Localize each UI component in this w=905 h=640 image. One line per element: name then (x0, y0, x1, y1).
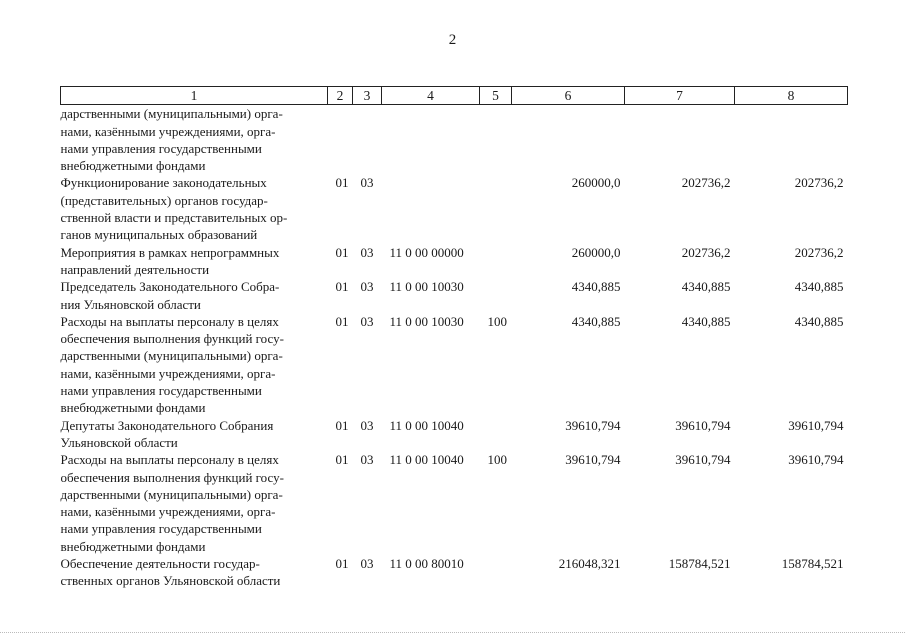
amount-col-6: 4340,885 (571, 279, 621, 295)
table-body (61, 105, 848, 590)
row-name-line: нами, казёнными учреждениями, орга- (60, 123, 276, 139)
table-header-row (61, 87, 848, 105)
expense-type-code (480, 555, 512, 590)
amount-col-8: 4340,885 (794, 313, 844, 329)
row-name-line: обеспечения выполнения функций госу- (60, 331, 284, 347)
row-name (61, 244, 328, 279)
target-article-code: 11 0 00 00000 (389, 244, 464, 260)
row-name (61, 105, 328, 175)
row-name-line: нами управления государственными (60, 140, 262, 156)
amount-col-8: 158784,521 (781, 556, 844, 572)
target-article-code: 11 0 00 10030 (389, 279, 464, 295)
section-code: 01 (335, 244, 349, 260)
row-name-line: внебюджетными фондами (60, 158, 206, 174)
header-col-6: 6 (512, 87, 625, 105)
amount-col-8: 39610,794 (788, 417, 844, 433)
amount-col-7: 202736,2 (681, 175, 731, 191)
amount-col-7 (625, 105, 735, 175)
row-name-line: Расходы на выплаты персоналу в целях (60, 452, 279, 468)
expense-type-code (480, 174, 512, 243)
amount-col-8: 4340,885 (794, 279, 844, 295)
amount-col-8: 39610,794 (788, 452, 844, 468)
subsection-code (353, 105, 382, 175)
row-name-line: дарственными (муниципальными) орга- (60, 348, 283, 364)
row-name-line: дарственными (муниципальными) орга- (60, 106, 283, 122)
table-row (61, 105, 848, 175)
amount-col-6: 260000,0 (571, 244, 621, 260)
header-col-5: 5 (480, 87, 512, 105)
row-name-line: Ульяновской области (60, 434, 178, 450)
section-code (328, 105, 353, 175)
section-code: 01 (335, 556, 349, 572)
amount-col-6: 39610,794 (565, 452, 621, 468)
header-col-3: 3 (353, 87, 382, 105)
row-name (61, 451, 328, 555)
row-name-line: ственной власти и представительных ор- (60, 210, 288, 226)
amount-col-6: 39610,794 (565, 417, 621, 433)
expense-type-code (480, 278, 512, 313)
header-col-2: 2 (328, 87, 353, 105)
row-name-line: ственных органов Ульяновской области (60, 573, 281, 589)
row-name-line: нами управления государственными (60, 521, 262, 537)
row-name (61, 417, 328, 452)
amount-col-6: 260000,0 (571, 175, 621, 191)
row-name (61, 174, 328, 243)
row-name-line: направлений деятельности (60, 261, 210, 277)
row-name-line: внебюджетными фондами (60, 400, 206, 416)
table-row (61, 174, 848, 243)
row-name-line: Функционирование законодательных (60, 175, 267, 191)
section-code: 01 (335, 452, 349, 468)
amount-col-8 (735, 105, 848, 175)
subsection-code: 03 (360, 417, 374, 433)
section-code: 01 (335, 417, 349, 433)
row-name (61, 313, 328, 417)
table-row (61, 278, 848, 313)
subsection-code: 03 (360, 244, 374, 260)
expense-type-code: 100 (487, 313, 507, 329)
amount-col-7: 39610,794 (675, 452, 731, 468)
subsection-code: 03 (360, 556, 374, 572)
amount-col-7: 39610,794 (675, 417, 731, 433)
row-name-line: Мероприятия в рамках непрограммных (60, 244, 280, 260)
expense-type-code (480, 244, 512, 279)
row-name-line: Расходы на выплаты персоналу в целях (60, 313, 279, 329)
header-col-1: 1 (61, 87, 328, 105)
amount-col-8: 202736,2 (794, 175, 844, 191)
table-row (61, 555, 848, 590)
amount-col-7: 4340,885 (681, 313, 731, 329)
row-name (61, 555, 328, 590)
amount-col-6: 216048,321 (558, 556, 621, 572)
row-name (61, 278, 328, 313)
row-name-line: Депутаты Законодательного Собрания (60, 417, 274, 433)
subsection-code: 03 (360, 313, 374, 329)
row-name-line: обеспечения выполнения функций госу- (60, 469, 284, 485)
table-row (61, 313, 848, 417)
amount-col-7: 158784,521 (668, 556, 731, 572)
target-article-code (382, 105, 480, 175)
section-code: 01 (335, 175, 349, 191)
row-name-line: Обеспечение деятельности государ- (60, 556, 260, 572)
target-article-code (382, 174, 480, 243)
page-number: 2 (448, 32, 457, 48)
scan-edge-line (0, 632, 905, 634)
budget-table (60, 86, 848, 590)
row-name-line: внебюджетными фондами (60, 538, 206, 554)
amount-col-7: 4340,885 (681, 279, 731, 295)
table-row (61, 417, 848, 452)
header-col-8: 8 (735, 87, 848, 105)
target-article-code: 11 0 00 10040 (389, 417, 464, 433)
row-name-line: (представительных) органов государ- (60, 192, 268, 208)
row-name-line: нами, казёнными учреждениями, орга- (60, 365, 276, 381)
amount-col-8: 202736,2 (794, 244, 844, 260)
row-name-line: нами, казёнными учреждениями, орга- (60, 504, 276, 520)
row-name-line: ния Ульяновской области (60, 296, 201, 312)
amount-col-7: 202736,2 (681, 244, 731, 260)
section-code: 01 (335, 279, 349, 295)
row-name-line: нами управления государственными (60, 383, 262, 399)
expense-type-code (480, 417, 512, 452)
amount-col-6 (512, 105, 625, 175)
subsection-code: 03 (360, 452, 374, 468)
row-name-line: ганов муниципальных образований (60, 227, 258, 243)
section-code: 01 (335, 313, 349, 329)
header-col-4: 4 (382, 87, 480, 105)
amount-col-6: 4340,885 (571, 313, 621, 329)
subsection-code: 03 (360, 279, 374, 295)
target-article-code: 11 0 00 10040 (389, 452, 464, 468)
expense-type-code: 100 (487, 452, 507, 468)
table-row (61, 451, 848, 555)
expense-type-code (480, 105, 512, 175)
table-row (61, 244, 848, 279)
subsection-code: 03 (360, 175, 374, 191)
target-article-code: 11 0 00 10030 (389, 313, 464, 329)
header-col-7: 7 (625, 87, 735, 105)
row-name-line: дарственными (муниципальными) орга- (60, 486, 283, 502)
row-name-line: Председатель Законодательного Собра- (60, 279, 280, 295)
target-article-code: 11 0 00 80010 (389, 556, 464, 572)
